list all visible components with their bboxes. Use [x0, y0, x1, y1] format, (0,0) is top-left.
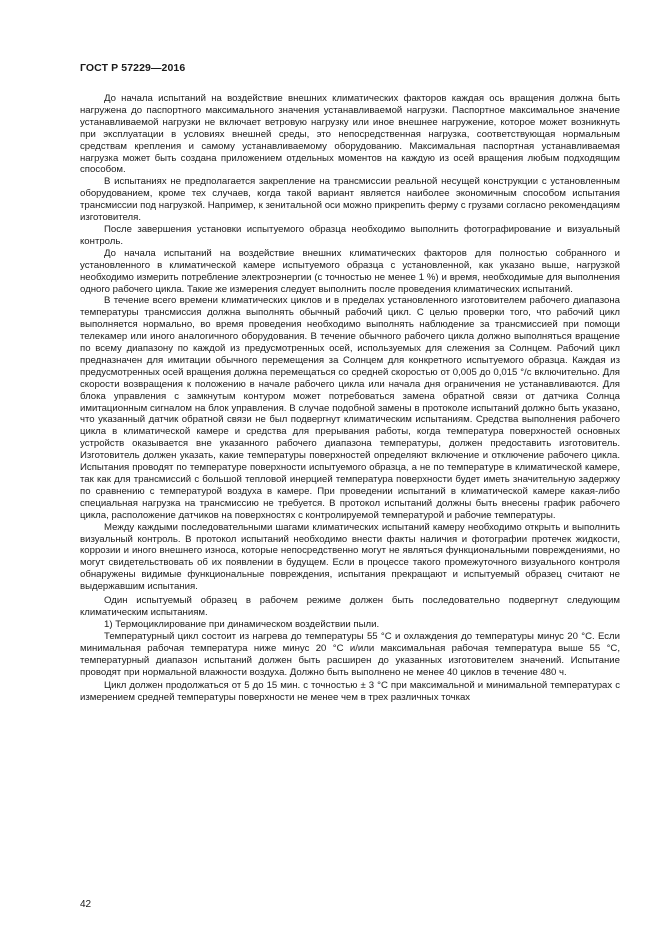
- paragraph-test-sequence: Один испытуемый образец в рабочем режиме должен быть последовательно подвергнут следующим климатическим испытаниям.: [80, 595, 620, 618]
- paragraph-thermocycling-title: 1) Термоциклирование при динамическом воздействии пыли.: [104, 618, 380, 630]
- paragraph-temperature-cycle: Температурный цикл состоит из нагрева до температуры 55 °С и охлаждения до температуры минус 20 °С. Если минимальная рабочая температура ниже минус 20 °С и/или максимальная рабочая температура выше 55 °С, температурный диапазон испытаний должен быть расширен до указанных изготовителем значений. Испытание проводят при нормальной влажности воздуха. Должно быть выполнено не менее 40 циклов в течение 480 ч.: [80, 630, 620, 678]
- paragraph-cycle-duration: Цикл должен продолжаться от 5 до 15 мин. с точностью ± 3 °С при максимальной и минимальной температурах с измерением средней температуры поверхности не менее чем в трех различных точках: [80, 680, 620, 704]
- paragraph-photo-inspection: После завершения установки испытуемого образца необходимо выполнить фотографирование и визуальный контроль.: [80, 223, 620, 247]
- paragraph-work-cycle: В течение всего времени климатических циклов и в пределах установленного изготовителем рабочего диапазона температуры трансмиссия должна выполнять обычный рабочий цикл. С целью проверки того, что рабочий цикл выполняется нормально, во время проведения необходимо выполнять наблюдение за трансмиссией при помощи телекамер или иного аналогичного оборудования. В течение обычного рабочего цикла должно выполняться вращение по всему диапазону по каждой из предусмотренных осей, используемых для слежения за Солнцем. Рабочий цикл предназначен для имитации обычного перемещения за Солнцем для конкретного испытуемого образца. Каждая из предусмотренных осей вращения должна перемещаться со средней скоростью от 0,005 до 0,015 °/с включительно. Для скорости возвращения к положению в начале рабочего цикла или начала дня ограничения не устанавливаются. Для блока управления с замкнутым контуром может потребоваться замена обратной связи от датчика Солнца имитационным сигналом на блок управления. В случае подобной замены в протоколе испытаний должно быть указано, что указанный датчик обратной связи не был подвергнут климатическим испытаниям. Средства выполнения рабочего цикла в климатической камере и средства для прерывания работы, когда температура поверхностей основных устройств оказывается вне указанного рабочего диапазона температуры, должен предоставить изготовитель. Изготовитель должен указать, какие температуры поверхностей определяют включение и отключение рабочего цикла. Испытания проводят по температуре поверхности испытуемого образца, а не по температуре в климатической камере, так как для трансмиссий с большой тепловой инерцией температура поверхности будет иметь значительную задержку по сравнению с температурой воздуха в камере. При проведении испытаний в климатической камере какая-либо специальная нагрузка на трансмиссию не требуется. В протокол испытаний должны быть внесены график рабочего цикла, расположение датчиков на поверхностях с контролируемой температурой и рабочие температуры.: [80, 295, 620, 521]
- page-number: 42: [80, 899, 92, 910]
- paragraph-power-measurement: До начала испытаний на воздействие внешних климатических факторов для полностью собранного и установленного в климатической камере испытуемого образца с установленной, как указано выше, нагрузкой необходимо измерить потребление электроэнергии (с точностью не менее 1 %) и время, необходимые для выполнения одного рабочего цикла. Такие же измерения следует выполнить после проведения климатических испытаний.: [80, 247, 620, 295]
- paragraph-visual-control: Между каждыми последовательными шагами климатических испытаний камеру необходимо открыть и выполнить визуальный контроль. В протокол испытаний необходимо внести факты наличия и фотографии протечек жидкости, коррозии и иного внешнего износа, которые непосредственно могут не являться функциональными повреждениями, но могут свидетельствовать об их появлении в будущем. Если в процессе такого промежуточного визуального контроля обнаружены видимые функциональные повреждения, испытания прекращают и испытуемый образец считают не выдержавшим испытания.: [80, 521, 620, 593]
- paragraph-load-structure: В испытаниях не предполагается закрепление на трансмиссии реальной несущей конструкции с установленным оборудованием, кроме тех случаев, когда такой вариант является наиболее экономичным способом испытания трансмиссии под нагрузкой. Например, к зенитальной оси можно прикрепить ферму с грузами согласно рекомендациям изготовителя.: [80, 176, 620, 224]
- document-body: [80, 93, 620, 704]
- standard-header: ГОСТ Р 57229—2016: [80, 62, 186, 74]
- paragraph-load-preparation: До начала испытаний на воздействие внешних климатических факторов каждая ось вращения должна быть нагружена до паспортного максимального значения устанавливаемой нагрузки. Паспортное максимальное значение устанавливаемой нагрузки не включает ветровую нагрузку или иное внешнее нагружение, которое может возникнуть при эксплуатации в условиях внешней среды, это непосредственная нагрузка, соответствующая нормальным средствам крепления и самому устанавливаемому оборудованию. Максимальная паспортная устанавливаемая нагрузка может быть создана приложением отдельных моментов на каждую из осей вращения любым подходящим способом.: [80, 93, 620, 176]
